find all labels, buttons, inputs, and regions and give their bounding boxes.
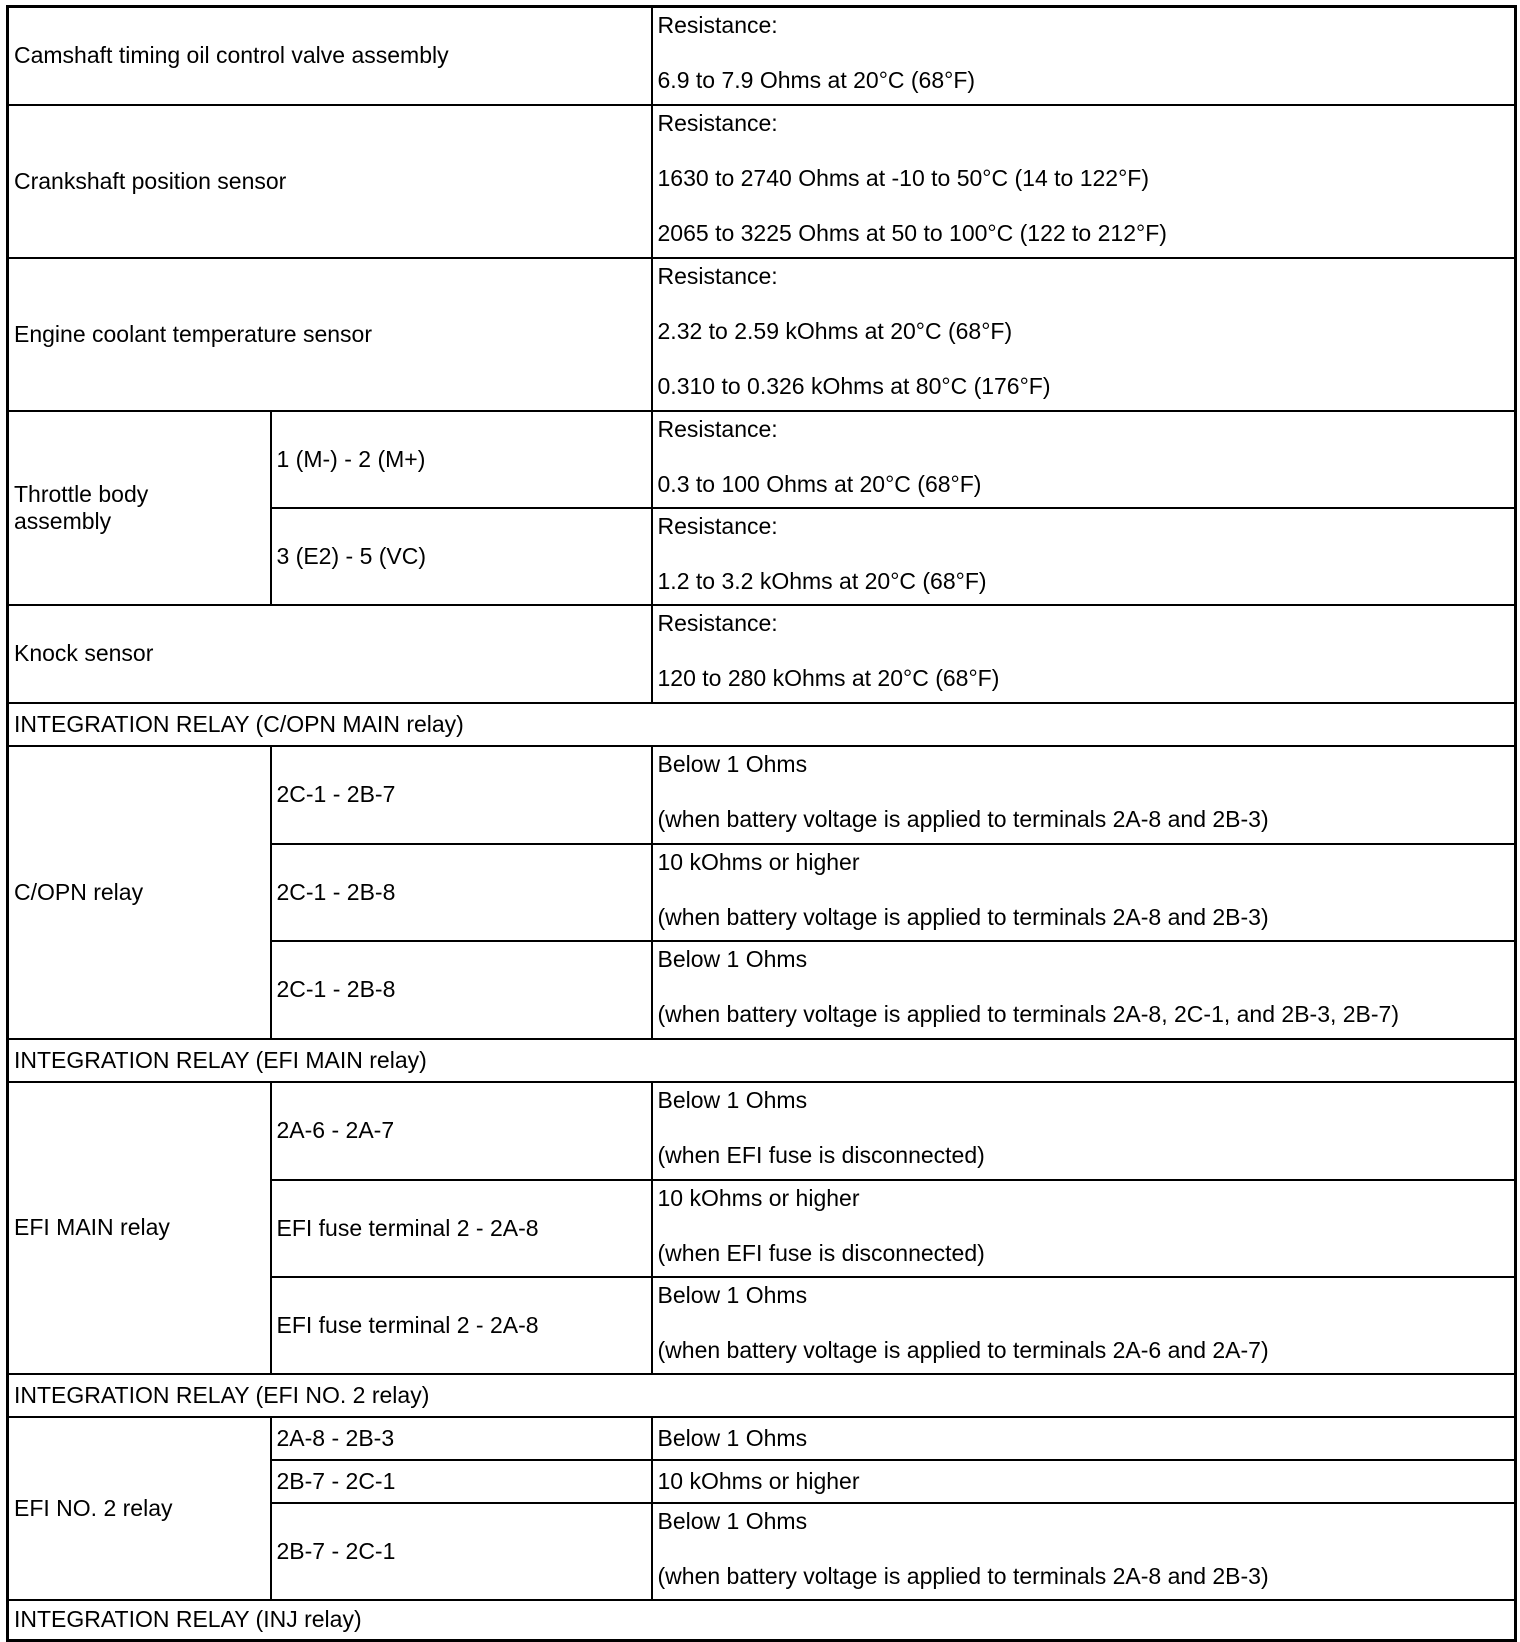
spec-line: Below 1 Ohms bbox=[657, 1086, 808, 1113]
section-header: INTEGRATION RELAY (C/OPN MAIN relay) bbox=[8, 703, 1516, 746]
spec-cell bbox=[652, 1082, 1516, 1180]
spec-line: 1630 to 2740 Ohms at -10 to 50°C (14 to 122°F) bbox=[657, 164, 1149, 191]
spec-cell bbox=[652, 941, 1516, 1039]
spec-line: 0.3 to 100 Ohms at 20°C (68°F) bbox=[657, 470, 982, 497]
spec-line: (when EFI fuse is disconnected) bbox=[657, 1239, 985, 1266]
terminal-cell: 1 (M-) - 2 (M+) bbox=[271, 411, 652, 508]
spec-line: Below 1 Ohms bbox=[657, 1424, 808, 1451]
spec-line: (when battery voltage is applied to terminals 2A-8 and 2B-3) bbox=[657, 1562, 1269, 1589]
table-row bbox=[8, 105, 1516, 258]
spec-line: Resistance: bbox=[657, 12, 778, 38]
terminal-cell: 2C-1 - 2B-8 bbox=[271, 844, 652, 941]
spec-line: (when battery voltage is applied to terminals 2A-8 and 2B-3) bbox=[657, 805, 1269, 832]
spec-cell bbox=[652, 844, 1516, 941]
spec-line: Below 1 Ohms bbox=[657, 750, 808, 777]
terminal-cell: 2B-7 - 2C-1 bbox=[271, 1460, 652, 1503]
spec-line: Below 1 Ohms bbox=[657, 1281, 808, 1308]
spec-line: 1.2 to 3.2 kOhms at 20°C (68°F) bbox=[657, 567, 987, 594]
terminal-cell: 2A-8 - 2B-3 bbox=[271, 1417, 652, 1460]
spec-line: (when battery voltage is applied to terminals 2A-8 and 2B-3) bbox=[657, 903, 1269, 930]
spec-line: 6.9 to 7.9 Ohms at 20°C (68°F) bbox=[657, 67, 976, 93]
spec-cell bbox=[652, 7, 1516, 105]
spec-cell bbox=[652, 1417, 1516, 1460]
spec-line: (when battery voltage is applied to terminals 2A-8, 2C-1, and 2B-3, 2B-7) bbox=[657, 1000, 1400, 1027]
spec-line: 10 kOhms or higher bbox=[657, 1184, 860, 1211]
spec-line: Resistance: bbox=[657, 609, 778, 636]
section-header: INTEGRATION RELAY (EFI MAIN relay) bbox=[8, 1039, 1516, 1082]
component-cell: Throttle body assembly bbox=[8, 411, 271, 605]
spec-line: 2.32 to 2.59 kOhms at 20°C (68°F) bbox=[657, 317, 1013, 344]
terminal-cell: 2B-7 - 2C-1 bbox=[271, 1503, 652, 1600]
section-header: INTEGRATION RELAY (INJ relay) bbox=[8, 1600, 1516, 1641]
spec-cell bbox=[652, 605, 1516, 703]
terminal-cell: 2C-1 - 2B-7 bbox=[271, 746, 652, 844]
spec-cell bbox=[652, 105, 1516, 258]
spec-line: 10 kOhms or higher bbox=[657, 1467, 860, 1494]
component-cell: Crankshaft position sensor bbox=[8, 105, 652, 258]
section-header: INTEGRATION RELAY (EFI NO. 2 relay) bbox=[8, 1374, 1516, 1417]
spec-line: Resistance: bbox=[657, 512, 778, 539]
spec-line: Below 1 Ohms bbox=[657, 945, 808, 972]
table-row bbox=[8, 1417, 1516, 1460]
table-row bbox=[8, 411, 1516, 508]
resistance-spec-table bbox=[6, 5, 1517, 1642]
table-row bbox=[8, 605, 1516, 703]
terminal-cell: EFI fuse terminal 2 - 2A-8 bbox=[271, 1277, 652, 1374]
spec-line: (when EFI fuse is disconnected) bbox=[657, 1141, 985, 1168]
section-header-row bbox=[8, 1039, 1516, 1082]
section-header-row bbox=[8, 1374, 1516, 1417]
spec-line: Below 1 Ohms bbox=[657, 1507, 808, 1534]
component-cell: EFI MAIN relay bbox=[8, 1082, 271, 1374]
component-cell: EFI NO. 2 relay bbox=[8, 1417, 271, 1600]
spec-cell bbox=[652, 258, 1516, 411]
spec-cell bbox=[652, 1180, 1516, 1277]
component-cell: Engine coolant temperature sensor bbox=[8, 258, 652, 411]
spec-line: Resistance: bbox=[657, 262, 778, 289]
spec-cell bbox=[652, 1503, 1516, 1600]
terminal-cell: 2C-1 - 2B-8 bbox=[271, 941, 652, 1039]
spec-line: 0.310 to 0.326 kOhms at 80°C (176°F) bbox=[657, 372, 1051, 399]
terminal-cell: 3 (E2) - 5 (VC) bbox=[271, 508, 652, 605]
table-row bbox=[8, 7, 1516, 105]
component-cell: C/OPN relay bbox=[8, 746, 271, 1039]
table-row bbox=[8, 746, 1516, 844]
spec-line: (when battery voltage is applied to terminals 2A-6 and 2A-7) bbox=[657, 1336, 1269, 1363]
spec-line: Resistance: bbox=[657, 415, 778, 442]
spec-line: 120 to 280 kOhms at 20°C (68°F) bbox=[657, 664, 1000, 691]
spec-line: Resistance: bbox=[657, 109, 778, 136]
spec-cell bbox=[652, 411, 1516, 508]
terminal-cell: 2A-6 - 2A-7 bbox=[271, 1082, 652, 1180]
terminal-cell: EFI fuse terminal 2 - 2A-8 bbox=[271, 1180, 652, 1277]
table-row bbox=[8, 1082, 1516, 1180]
spec-cell bbox=[652, 1460, 1516, 1503]
component-cell: Knock sensor bbox=[8, 605, 652, 703]
spec-cell bbox=[652, 1277, 1516, 1374]
table-row bbox=[8, 258, 1516, 411]
spec-cell bbox=[652, 508, 1516, 605]
spec-line: 2065 to 3225 Ohms at 50 to 100°C (122 to 212°F) bbox=[657, 219, 1167, 246]
component-cell: Camshaft timing oil control valve assembly bbox=[8, 7, 652, 105]
spec-line: 10 kOhms or higher bbox=[657, 848, 860, 875]
section-header-row bbox=[8, 1600, 1516, 1641]
section-header-row bbox=[8, 703, 1516, 746]
spec-cell bbox=[652, 746, 1516, 844]
